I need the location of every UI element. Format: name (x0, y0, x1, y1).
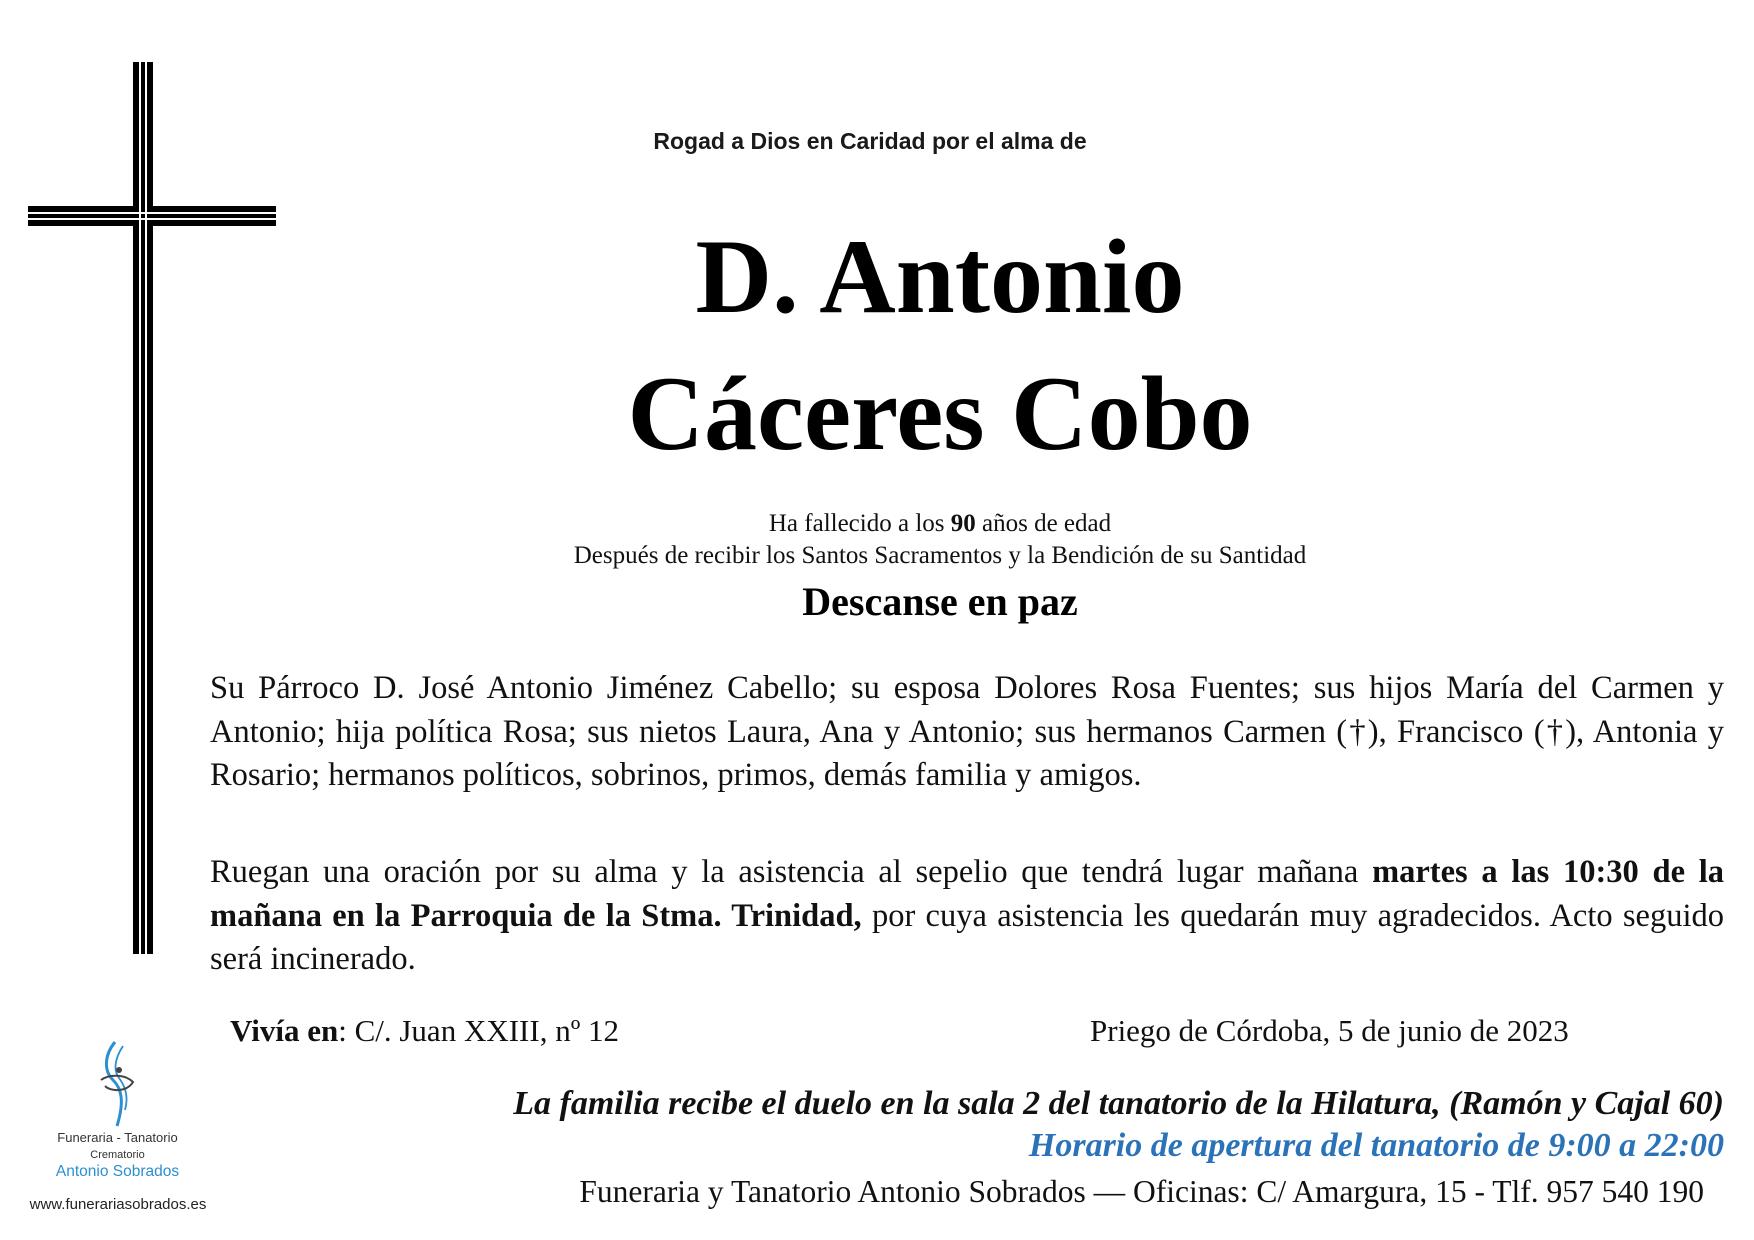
cross-intersection (133, 206, 153, 226)
funeral-home-footer: Funeraria y Tanatorio Antonio Sobrados — Oficinas: C/ Amargura, 15 - Tlf. 957 540 190 (579, 1174, 1704, 1209)
age-value: 90 (950, 510, 976, 537)
age-suffix: años de edad (975, 510, 1112, 537)
service-text-after: por cuya asistencia les quedarán muy agradecidos. Acto seguido será incinerado. (210, 897, 1725, 977)
website-link[interactable]: www.funerariasobrados.es (29, 1196, 207, 1213)
place-date: Priego de Córdoba, 5 de junio de 2023 (1090, 1013, 1569, 1048)
prayer-heading: Rogad a Dios en Caridad por el alma de (653, 128, 1087, 154)
funeral-home-logo-icon (95, 1040, 139, 1128)
residence-value: : C/. Juan XXIII, nº 12 (338, 1013, 620, 1048)
service-text-before: Ruegan una oración por su alma y la asistencia al sepelio que tendrá lugar mañana (210, 854, 1373, 890)
age-prefix: Ha fallecido a los (768, 510, 951, 537)
age-line (460, 510, 1420, 538)
service-time-place: martes a las 10:30 de la mañana en la Parroquia de la Stma. Trinidad, (210, 854, 1724, 934)
family-paragraph: Su Párroco D. José Antonio Jiménez Cabello; su esposa Dolores Rosa Fuentes; sus hijos María del Carmen y Antonio; hija política Rosa; sus nietos Laura, Ana y Antonio; sus hermanos Carmen (†), Francisco (†), Antonia y Rosario; hermanos políticos, sobrinos, primos, demás familia y amigos. (210, 670, 1724, 793)
service-paragraph (210, 851, 1724, 982)
mourning-info: La familia recibe el duelo en la sala 2 del tanatorio de la Hilatura, (Ramón y Cajal 60) (513, 1085, 1724, 1122)
cross-vertical-beam (133, 62, 153, 954)
deceased-name-line2: Cáceres Cobo (627, 355, 1253, 472)
rest-in-peace: Descanse en paz (802, 579, 1078, 624)
opening-hours: Horario de apertura del tanatorio de 9:00 a 22:00 (1028, 1127, 1724, 1164)
sacraments-line: Después de recibir los Santos Sacramentos y la Bendición de su Santidad (573, 542, 1307, 569)
logo-line1: Funeraria - Tanatorio (57, 1130, 178, 1145)
residence-address (230, 1013, 619, 1049)
logo-line2: Crematorio (90, 1149, 145, 1161)
deceased-name-line1: D. Antonio (695, 218, 1185, 335)
residence-label: Vivía en (230, 1013, 339, 1048)
logo-line3: Antonio Sobrados (55, 1163, 180, 1180)
